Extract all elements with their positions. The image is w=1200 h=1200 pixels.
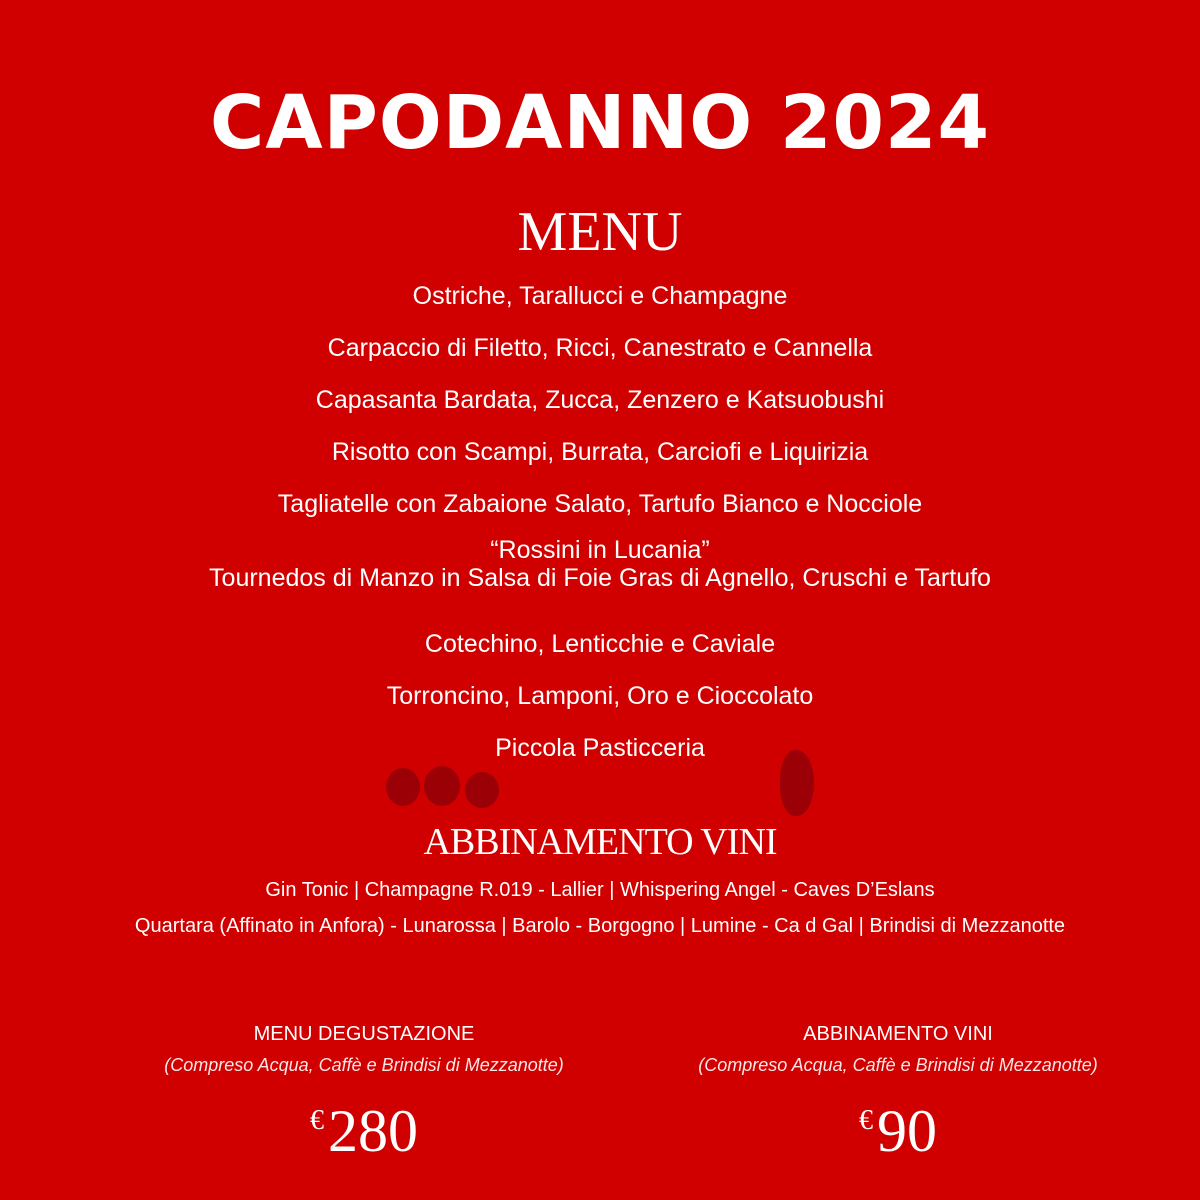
wine-stain-decoration bbox=[465, 772, 499, 808]
price-value bbox=[618, 1086, 1178, 1166]
price-note: (Compreso Acqua, Caffè e Brindisi di Mezzanotte) bbox=[698, 1055, 1098, 1075]
price-note: (Compreso Acqua, Caffè e Brindisi di Mezzanotte) bbox=[164, 1055, 564, 1075]
wine-stain-decoration bbox=[780, 750, 814, 816]
dish-subtitle: “Rossini in Lucania” bbox=[490, 536, 710, 564]
price-value bbox=[84, 1086, 644, 1166]
price-amount: 280 bbox=[328, 1098, 418, 1164]
menu-heading: MENU bbox=[517, 201, 683, 263]
price-amount: 90 bbox=[877, 1098, 937, 1164]
wine-line: Gin Tonic | Champagne R.019 - Lallier | Whispering Angel - Caves D’Eslans bbox=[265, 879, 935, 901]
dish-item: Carpaccio di Filetto, Ricci, Canestrato e Cannella bbox=[327, 334, 873, 362]
wine-list bbox=[0, 872, 1200, 944]
price-label: ABBINAMENTO VINI bbox=[803, 1023, 993, 1045]
dish-item: Ostriche, Tarallucci e Champagne bbox=[412, 282, 788, 310]
euro-symbol: € bbox=[859, 1105, 873, 1136]
price-label: MENU DEGUSTAZIONE bbox=[253, 1023, 475, 1045]
price-menu-degustazione bbox=[84, 1018, 644, 1166]
dish-item: Tournedos di Manzo in Salsa di Foie Gras di Agnello, Cruschi e Tartufo bbox=[209, 564, 991, 592]
wine-line: Quartara (Affinato in Anfora) - Lunarossa | Barolo - Borgogno | Lumine - Ca d Gal | Brindisi di Mezzanotte bbox=[134, 915, 1066, 937]
wine-stain-decoration bbox=[424, 766, 460, 806]
wine-stain-decoration bbox=[386, 768, 420, 806]
euro-symbol: € bbox=[310, 1105, 324, 1136]
page-title: CAPODANNO 2024 bbox=[210, 80, 990, 166]
dish-item: Cotechino, Lenticchie e Caviale bbox=[424, 630, 776, 658]
price-abbinamento-vini bbox=[618, 1018, 1178, 1166]
dish-list bbox=[0, 276, 1200, 780]
dish-item: Capasanta Bardata, Zucca, Zenzero e Katsuobushi bbox=[315, 386, 885, 414]
dish-item-rossini bbox=[0, 536, 1200, 624]
dish-item: Risotto con Scampi, Burrata, Carciofi e Liquirizia bbox=[331, 438, 869, 466]
dish-item: Torroncino, Lamponi, Oro e Cioccolato bbox=[386, 682, 814, 710]
dish-item: Piccola Pasticceria bbox=[495, 734, 705, 762]
dish-item: Tagliatelle con Zabaione Salato, Tartufo Bianco e Nocciole bbox=[277, 490, 923, 518]
wine-pairing-heading: ABBINAMENTO VINI bbox=[423, 821, 777, 863]
